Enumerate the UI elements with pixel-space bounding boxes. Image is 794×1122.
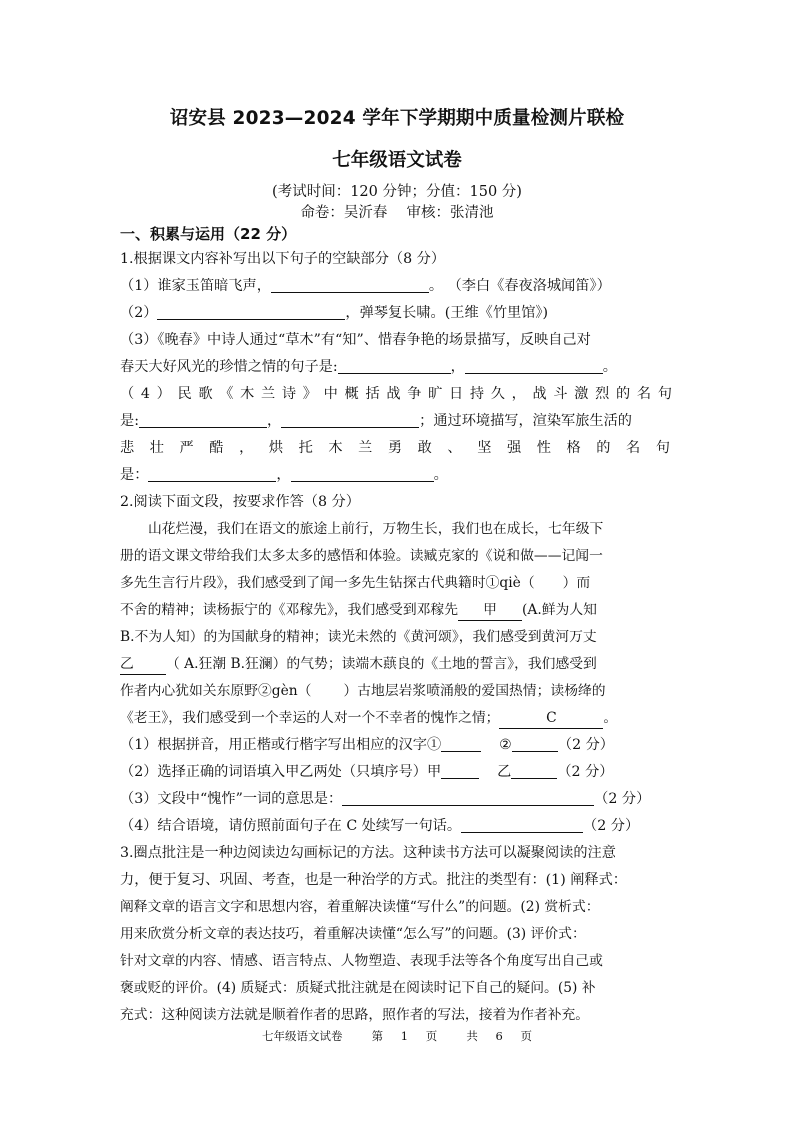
answer-blank[interactable] <box>271 276 429 293</box>
period: 。 <box>603 710 618 726</box>
q2-sub-4 <box>120 816 639 836</box>
q2-passage-line: 册的语文课文带给我们太多太多的感悟和体验。读臧克家的《说和做——记闻一 <box>120 548 603 564</box>
points: （2 分） <box>557 764 614 780</box>
q2-passage-line <box>120 681 606 701</box>
points: （2 分） <box>594 791 651 807</box>
q1-4-text: 是: <box>120 413 139 429</box>
q2-passage-line <box>120 573 590 593</box>
answer-blank[interactable] <box>441 762 479 779</box>
passage-text: 多先生言行片段》，我们感受到了闻一多先生钻探古代典籍时①qiè（ <box>120 575 535 591</box>
passage-text: 《老王》，我们感受到一个幸运的人对一个不幸者的愧怍之情； <box>120 710 500 726</box>
points: （2 分） <box>583 818 640 834</box>
q1-line-1 <box>120 276 611 296</box>
answer-blank[interactable] <box>139 411 267 428</box>
answer-blank[interactable] <box>157 303 345 320</box>
exam-title: 诏安县 2023—2024 学年下学期期中质量检测片联检 <box>169 108 625 129</box>
q2-passage-line <box>120 600 597 621</box>
passage-text: (A.鲜为人知 <box>522 602 597 618</box>
sub-question-text: （1）根据拼音，用正楷或行楷字写出相应的汉字① <box>120 737 442 753</box>
q1-2-source: ，弹琴复长啸。(王维《竹里馆》) <box>345 305 549 321</box>
sub-question-text: （2）选择正确的词语填入甲乙两处（只填序号）甲 <box>120 764 442 780</box>
sub-question-text: （3）文段中“愧怍”一词的意思是： <box>120 791 343 807</box>
comma: ， <box>450 359 465 375</box>
page-footer: 七年级语文试卷 第 1 页 共 6 页 <box>261 1029 533 1043</box>
q1-4-text-cont: ；通过环境描写，渲染军旅生活的 <box>419 413 632 429</box>
answer-blank[interactable] <box>511 762 557 779</box>
q1-1-text: （1）谁家玉笛暗飞声， <box>120 278 271 294</box>
q1-3-text: 春天大好风光的珍惜之情的句子是: <box>120 359 338 375</box>
blank-jia[interactable]: 甲 <box>458 600 522 621</box>
passage-text: 作者内心犹如关东原野②gèn（ <box>120 683 312 699</box>
answer-blank[interactable] <box>291 465 434 482</box>
q2-passage-line: B.不为人知）的为国献身的精神；读光未然的《黄河颂》，我们感受到黄河万丈 <box>120 629 597 645</box>
exam-subtitle: 七年级语文试卷 <box>332 150 462 171</box>
label-yi: 乙 <box>497 764 512 780</box>
passage-text: 不舍的精神；读杨振宁的《邓稼先》，我们感受到邓稼先 <box>120 602 459 618</box>
q1-line-6 <box>120 411 632 431</box>
circled-two: ② <box>499 737 512 753</box>
q3-line: 褒或贬的评价。(4) 质疑式：质疑式批注就是在阅读时记下自己的疑问。(5) 补 <box>120 980 596 996</box>
answer-blank[interactable] <box>338 357 451 374</box>
answer-blank[interactable] <box>465 357 603 374</box>
q3-line: 3.圈点批注是一种边阅读边勾画标记的方法。这种读书方法可以凝聚阅读的注意 <box>120 845 616 861</box>
exam-meta: (考试时间：120 分钟；分值：150 分) <box>272 184 522 200</box>
q1-4-text-end: 是： <box>120 467 149 483</box>
q1-line-4 <box>120 357 617 377</box>
q2-passage-line <box>120 654 597 675</box>
comma: ， <box>276 467 291 483</box>
answer-blank[interactable] <box>281 411 419 428</box>
q1-line-2 <box>120 303 548 323</box>
blank-c[interactable]: C <box>499 708 603 729</box>
answer-blank[interactable] <box>512 735 558 752</box>
q3-line: 用来欣赏分析文章的表达技巧，着重解决读懂“怎么写”的问题。(3) 评价式： <box>120 926 586 942</box>
q2-stem: 2.阅读下面文段，按要求作答（8 分） <box>120 494 360 510</box>
answer-blank[interactable] <box>461 816 583 833</box>
q3-line: 力，便于复习、巩固、考查，也是一种治学的方式。批注的类型有：(1) 阐释式： <box>120 872 627 888</box>
q2-sub-3 <box>120 789 650 809</box>
q1-line-7: 悲壮严酷，烘托木兰勇敢、坚强性格的名句 <box>120 440 670 456</box>
q1-1-source: 。 （李白《春夜洛城闻笛》） <box>428 278 611 294</box>
q1-stem: 1.根据课文内容补写出以下句子的空缺部分（8 分） <box>120 251 446 267</box>
q2-sub-2 <box>120 762 613 782</box>
comma: ， <box>266 413 282 429</box>
q2-passage-line: 山花烂漫，我们在语文的旅途上前行，万物生长，我们也在成长，七年级下 <box>148 521 604 537</box>
q1-line-5: （4）民歌《木兰诗》中概括战争旷日持久，战斗激烈的名句 <box>120 386 672 402</box>
q1-line-8 <box>120 465 448 485</box>
q1-2-text: （2） <box>120 305 158 321</box>
passage-text: ）而 <box>562 575 591 591</box>
answer-blank[interactable] <box>148 465 276 482</box>
q3-line: 阐释文章的语言文字和思想内容，着重解决读懂“写什么”的问题。(2) 赏析式： <box>120 899 600 915</box>
sub-question-text: （4）结合语境，请仿照前面句子在 C 处续写一句话。 <box>120 818 462 834</box>
q3-line: 充式：这种阅读方法就是顺着作者的思路，照作者的写法，接着为作者补充。 <box>120 1007 590 1023</box>
points: （2 分） <box>557 737 614 753</box>
section-heading: 一、积累与运用（22 分） <box>120 225 297 243</box>
blank-yi[interactable]: 乙 <box>120 654 166 675</box>
passage-text: ）古地层岩浆喷涌般的爱国热情；读杨绛的 <box>343 683 606 699</box>
answer-blank[interactable] <box>342 789 594 806</box>
period: 。 <box>602 359 617 375</box>
q2-sub-1 <box>120 735 614 755</box>
answer-blank[interactable] <box>441 735 481 752</box>
q2-passage-line <box>120 708 617 729</box>
q3-line: 针对文章的内容、情感、语言特点、人物塑造、表现手法等各个角度写出自己或 <box>120 953 603 969</box>
q1-line-3: （3）《晚春》中诗人通过“草木”有“知”、惜春争艳的场景描写，反映自己对 <box>120 332 591 348</box>
period: 。 <box>433 467 448 483</box>
exam-staff: 命卷：吴沂春 审核：张清池 <box>300 205 494 221</box>
passage-text: （ A.狂潮 B.狂澜）的气势；读端木蕻良的《土地的誓言》，我们感受到 <box>166 656 597 672</box>
